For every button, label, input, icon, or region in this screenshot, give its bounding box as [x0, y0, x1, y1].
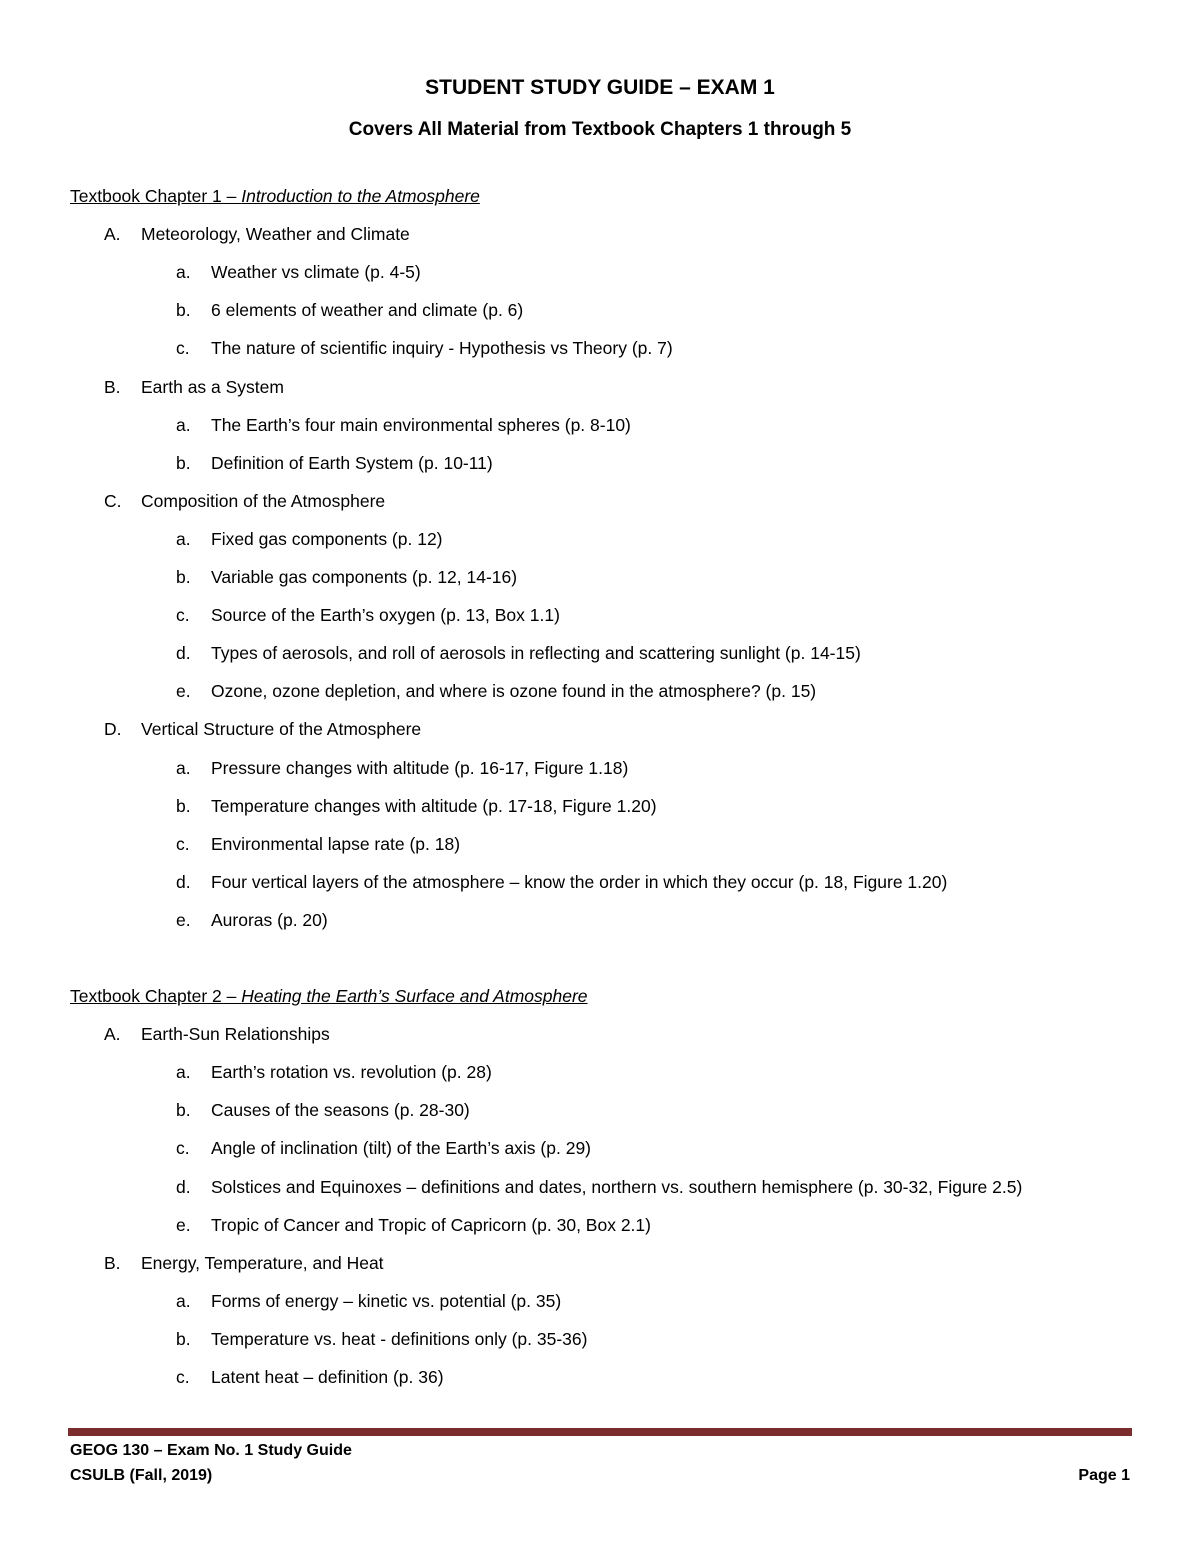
outline-item: Pressure changes with altitude (p. 16-17, Figure 1.18): [211, 757, 629, 778]
section-label: Energy, Temperature, and Heat: [141, 1252, 384, 1273]
section-letter: B.: [104, 1252, 121, 1273]
chapter-prefix: Textbook Chapter 1 –: [70, 186, 242, 206]
outline-item: Source of the Earth’s oxygen (p. 13, Box 1.1): [211, 605, 560, 626]
section-letter: C.: [104, 490, 122, 511]
section-letter: B.: [104, 376, 121, 397]
item-letter: c.: [176, 1367, 190, 1387]
footer-course: GEOG 130 – Exam No. 1 Study Guide: [70, 1442, 352, 1459]
page-subtitle: Covers All Material from Textbook Chapters 1 through 5: [348, 119, 852, 140]
item-letter: a.: [176, 757, 191, 778]
outline-item: Temperature changes with altitude (p. 17-18, Figure 1.20): [211, 795, 657, 816]
item-letter: a.: [176, 414, 191, 435]
outline-item: Tropic of Cancer and Tropic of Capricorn (p. 30, Box 2.1): [211, 1214, 651, 1235]
item-letter: a.: [176, 262, 191, 283]
item-letter: d.: [176, 643, 191, 664]
outline-item: Forms of energy – kinetic vs. potential (p. 35): [211, 1290, 562, 1311]
section-letter: A.: [104, 1024, 121, 1045]
chapter-name: Introduction to the Atmosphere: [241, 186, 480, 206]
item-letter: a.: [176, 1062, 191, 1083]
item-letter: b.: [176, 452, 191, 473]
chapter-heading: [70, 984, 588, 1008]
item-letter: c.: [176, 1138, 190, 1159]
outline-item: Ozone, ozone depletion, and where is ozone found in the atmosphere? (p. 15): [211, 681, 817, 702]
item-letter: b.: [176, 795, 191, 816]
section-label: Earth as a System: [141, 376, 284, 397]
footer-divider: [68, 1428, 1132, 1436]
section-letter: A.: [104, 224, 121, 245]
page-number: Page 1: [1078, 1467, 1130, 1484]
item-letter: b.: [176, 1100, 191, 1121]
chapter-prefix: Textbook Chapter 2 –: [70, 986, 242, 1006]
section-label: Meteorology, Weather and Climate: [141, 224, 410, 245]
outline-item: The nature of scientific inquiry - Hypothesis vs Theory (p. 7): [211, 338, 673, 359]
outline-item: 6 elements of weather and climate (p. 6): [211, 300, 524, 321]
item-letter: d.: [176, 1176, 191, 1197]
chapter-heading: [70, 184, 480, 208]
outline-item: Temperature vs. heat - definitions only (p. 35-36): [211, 1328, 588, 1349]
outline-item: Latent heat – definition (p. 36): [211, 1367, 444, 1387]
item-letter: e.: [176, 681, 191, 702]
item-letter: d.: [176, 871, 191, 892]
item-letter: e.: [176, 909, 191, 930]
item-letter: b.: [176, 1328, 191, 1349]
footer-school: CSULB (Fall, 2019): [70, 1467, 213, 1484]
outline-item: Earth’s rotation vs. revolution (p. 28): [211, 1062, 492, 1083]
item-letter: c.: [176, 833, 190, 854]
section-label: Composition of the Atmosphere: [141, 490, 386, 511]
outline-item: Environmental lapse rate (p. 18): [211, 833, 461, 854]
section-label: Earth-Sun Relationships: [141, 1024, 330, 1045]
section-letter: D.: [104, 719, 122, 740]
outline-item: Causes of the seasons (p. 28-30): [211, 1100, 470, 1121]
item-letter: e.: [176, 1214, 191, 1235]
outline-item: Auroras (p. 20): [211, 909, 328, 930]
item-letter: b.: [176, 567, 191, 587]
item-letter: c.: [176, 605, 190, 626]
outline-item: Solstices and Equinoxes – definitions and dates, northern vs. southern hemisphere (p. 30-32, Figure 2.5): [211, 1176, 1023, 1197]
item-letter: c.: [176, 338, 190, 359]
outline-item: Variable gas components (p. 12, 14-16): [211, 567, 518, 587]
item-letter: b.: [176, 300, 191, 321]
chapter-name: Heating the Earth’s Surface and Atmosphere: [241, 986, 588, 1006]
outline-item: Definition of Earth System (p. 10-11): [211, 452, 493, 473]
item-letter: a.: [176, 1290, 191, 1311]
outline-item: Four vertical layers of the atmosphere – know the order in which they occur (p. 18, Figure 1.20): [211, 871, 948, 892]
outline-item: Weather vs climate (p. 4-5): [211, 262, 421, 283]
outline-item: The Earth’s four main environmental spheres (p. 8-10): [211, 414, 631, 435]
outline-item: Types of aerosols, and roll of aerosols in reflecting and scattering sunlight (p. 14-15): [211, 643, 861, 664]
outline-item: Angle of inclination (tilt) of the Earth’s axis (p. 29): [211, 1138, 592, 1159]
section-label: Vertical Structure of the Atmosphere: [141, 719, 422, 740]
outline-item: Fixed gas components (p. 12): [211, 528, 443, 549]
item-letter: a.: [176, 528, 191, 549]
page-title: STUDENT STUDY GUIDE – EXAM 1: [425, 76, 775, 99]
